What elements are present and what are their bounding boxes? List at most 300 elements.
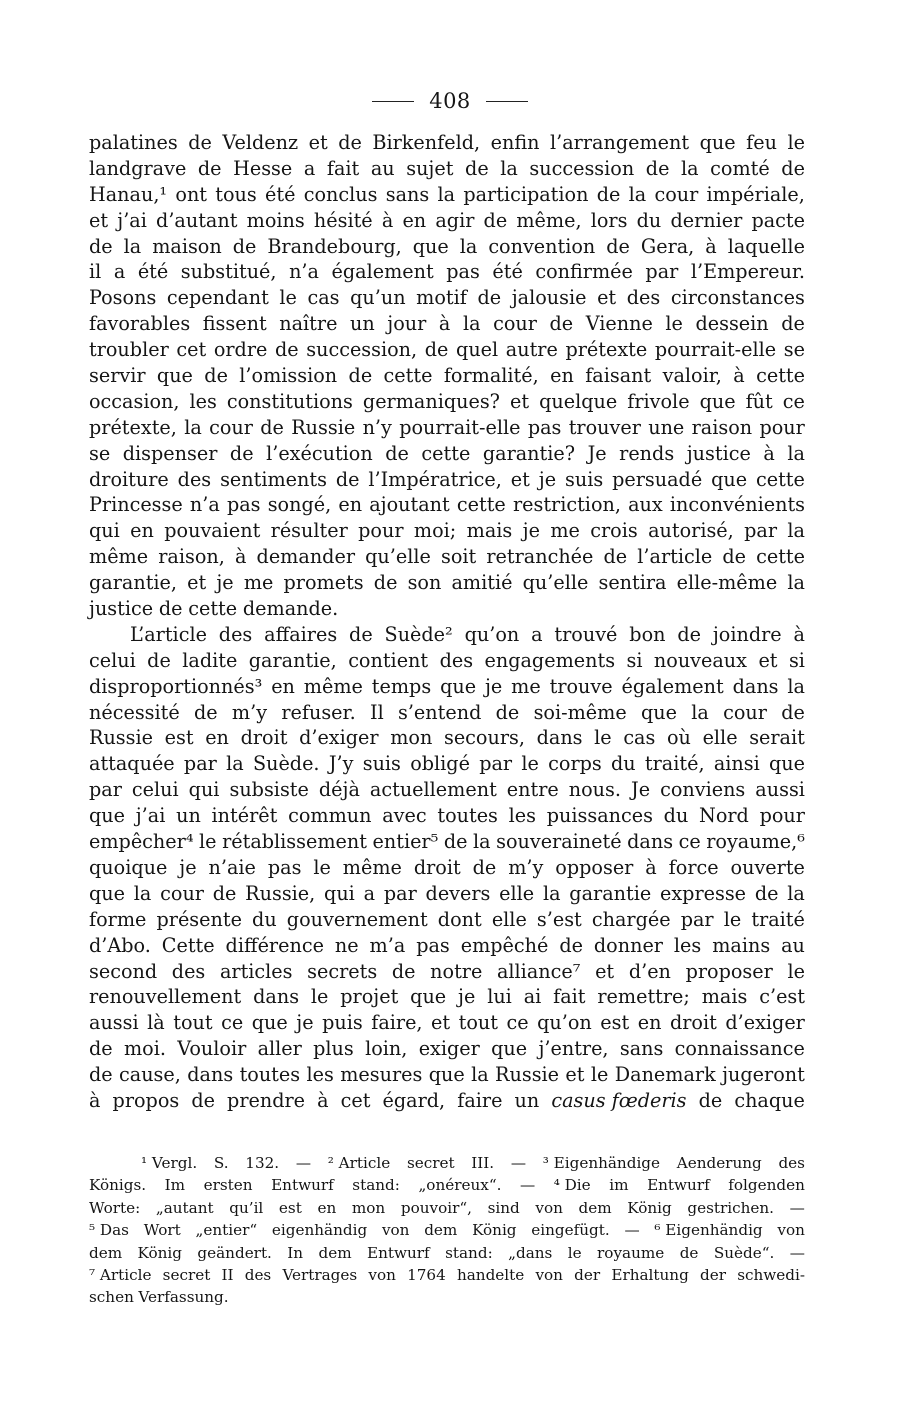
word: cet [176,338,207,362]
word: „autant [155,1198,214,1217]
word: lui [487,985,512,1009]
text-line [89,337,805,363]
word: de [477,286,502,310]
word: expresse [659,881,747,905]
word: remettre; [597,985,690,1009]
text-line [89,415,805,441]
word: et [89,208,109,232]
word: aussi [89,1011,139,1035]
word: me [550,519,580,543]
word: retranchée [486,545,594,569]
word: „dans [508,1243,553,1262]
word: de [204,364,228,388]
word: cour [160,881,204,905]
word: — [789,1243,805,1262]
word: opposer [555,855,634,879]
word: fait [326,156,360,180]
word: ¹ Vergl. [141,1154,198,1172]
word: laquelle [727,234,805,258]
word: demande. [242,597,339,621]
text-line [89,311,805,337]
word: Posons [89,286,157,310]
word: que [699,389,736,413]
word: — [519,1176,536,1195]
word: à [733,364,745,388]
word: tout [458,1011,498,1035]
word: en [402,208,427,232]
word: actuellement [369,778,497,802]
word: que [491,1037,528,1061]
word: quelque [539,389,618,413]
word: de [495,700,520,724]
word: la [681,156,699,180]
word: de [229,441,254,465]
word: de [677,622,701,646]
word: landgrave [89,156,187,180]
text-line [89,725,805,751]
word: second [89,959,158,983]
word: impériale, [706,182,805,206]
word: au [781,933,805,957]
word: et [510,467,530,491]
word: la [184,415,202,439]
footnote-line [89,1242,805,1264]
word: se [89,441,111,465]
text-line [89,700,805,726]
word: notre [430,959,483,983]
word: rétablissement [222,830,367,854]
word: qu’elle [522,571,589,595]
word: Danemark [614,1063,716,1087]
word: Im [164,1176,186,1195]
word: garantie? [482,441,576,465]
word: conviens [660,778,746,802]
word: est [278,1198,302,1217]
word: im [609,1176,629,1195]
word: que [412,234,449,258]
word: de [781,156,805,180]
word: tout [173,1011,213,1035]
word: en [205,726,229,750]
word: en [130,519,154,543]
word: enfin [490,131,540,154]
word: la [787,571,805,595]
word: cause, [119,1063,181,1087]
word: droiture [89,467,169,491]
text-line [89,751,805,777]
word: frivole [627,389,690,413]
word: la [542,881,561,905]
word: jour [387,312,427,336]
text-line [89,544,805,570]
word: qui [324,881,355,905]
word: persuadé [612,467,703,491]
word: sind [487,1198,520,1217]
word: pas [416,933,450,957]
word: suis [362,752,401,776]
text-line [89,674,805,700]
word: est [164,726,194,750]
word: les [189,389,217,413]
word: propos [112,1088,180,1112]
word: commun [288,804,372,828]
word: proposer [685,959,773,983]
text-line [89,1088,805,1114]
word: est [600,1011,630,1035]
word: royaume,⁶ [706,830,805,854]
word: de [212,881,237,905]
word: de [191,1088,215,1112]
word: la [787,441,805,465]
word: Russie, [245,881,316,905]
word: a [363,881,376,905]
word: si [788,648,805,672]
word: crois [590,519,638,543]
word: cette [756,467,805,491]
word: droit [413,855,461,879]
word: der [700,1265,726,1284]
word: de [606,234,630,258]
word: prétexte, [89,415,177,439]
word: II [221,1265,234,1284]
word: refuser. [281,700,356,724]
word: la [459,234,478,258]
word: raison, [158,545,225,569]
word: en [271,674,295,698]
word: conclus [303,182,378,206]
word: Wort [143,1221,181,1240]
word: corps [548,752,602,776]
word: du [611,752,636,776]
word: souveraineté [496,830,622,854]
word: ce [678,830,701,854]
word: que [89,804,125,828]
word: raison [691,415,753,439]
word: par [89,778,122,802]
word: cette [383,364,433,388]
word: König [627,1198,672,1217]
word: joindre [712,622,782,646]
word: dans [732,674,779,698]
word: dessein [695,312,769,336]
word: que [440,674,477,698]
word: fût [745,389,773,413]
word: des [778,1154,805,1172]
word: forme [89,907,147,931]
word: Gera, [640,234,695,258]
word: contient [348,648,429,672]
word: Hesse [233,156,293,180]
word: qu’on [464,622,520,646]
word: de [147,648,171,672]
word: ⁶ Eigenhändig [654,1221,763,1240]
word: qu’elle [365,545,431,569]
word: avec [382,804,427,828]
word: qu’il [229,1198,264,1217]
word: obligé [410,752,470,776]
word: d’en [628,959,671,983]
word: L’article [130,622,207,646]
word: la [133,881,152,905]
word: stand: [445,1243,493,1262]
word: par [383,881,417,905]
word: je [522,519,540,543]
word: entre [506,778,559,802]
word: qu’on [537,1011,592,1035]
word: palatines [89,131,178,154]
word: ajoutant [369,493,450,517]
word: comté [710,156,770,180]
word: nécessité [89,700,180,724]
word: à [438,312,451,336]
text-line [89,363,805,389]
word: été [265,182,296,206]
word: c’est [759,985,805,1009]
word: sans [619,1037,664,1061]
word: pas [226,493,261,517]
word: le [723,907,742,931]
word: et [595,959,615,983]
word: faire [457,1088,503,1112]
word: des [439,648,474,672]
word: que [251,1011,288,1035]
word: de [424,338,449,362]
word: prétexte [565,338,648,362]
word: a [303,156,316,180]
word: schen [89,1288,134,1307]
word: dispenser [122,441,218,465]
word: secrets [307,959,378,983]
word: der [574,1265,601,1284]
word: mais [701,985,748,1009]
word: stand: [352,1176,400,1195]
word: succession [529,156,635,180]
word: — [624,1221,640,1240]
text-line [89,492,805,518]
word: chaque [734,1088,805,1112]
word: pouvaient [164,519,261,543]
word: pour [759,804,805,828]
word: j’entre, [538,1037,609,1061]
word: et [565,1063,585,1087]
word: et [597,286,617,310]
word: à [381,208,394,232]
word: cette [421,441,471,465]
text-line [89,596,805,622]
word: je [538,467,557,491]
text-line [89,907,805,933]
word: la [437,182,456,206]
word: constitutions [226,389,353,413]
word: succession, [306,338,418,362]
word: de [698,1088,723,1112]
word: justice [686,441,751,465]
word: faire, [371,1011,423,1035]
word: pour [358,519,404,543]
word: jugeront [722,1063,805,1087]
word: de [596,182,621,206]
word: participation [463,182,589,206]
word: feu [746,131,777,154]
word: de [188,131,212,154]
word: du [252,907,277,931]
word: par [680,907,714,931]
text-line [89,855,805,881]
word: de [443,830,468,854]
word: Erhaltung [611,1265,689,1284]
word: cour [209,415,253,439]
word: Birkenfeld, [372,131,481,154]
word: le [590,1063,609,1087]
word: agir [435,208,475,232]
word: la [500,156,518,180]
word: de [385,441,409,465]
word: pouvoir“, [400,1198,472,1217]
word: de [197,156,222,180]
word: et [510,389,530,413]
word: de [781,700,805,724]
word: m’a [369,933,406,957]
word: des [244,1265,272,1284]
text-line [89,285,805,311]
word: même [89,545,149,569]
word: Nord [699,804,749,828]
word: l’article [637,545,713,569]
body-text [89,130,805,1114]
text-line [89,1036,805,1062]
word: de [559,933,583,957]
word: moi. [123,1037,166,1061]
text-line [89,570,805,596]
word: aussi [755,778,805,802]
word: l’arrangement [550,131,690,154]
word: eigenhändig [271,1221,368,1240]
word: subsiste [229,778,309,802]
word: Russie [291,415,356,439]
page-header [0,86,900,116]
word: connaissance [674,1037,805,1061]
word: folgenden [728,1176,805,1195]
word: ainsi [713,752,760,776]
word: Brandebourg, [267,234,402,258]
word: le [521,752,539,776]
text-line [89,518,805,544]
word: maison [152,234,222,258]
word: droit [240,726,288,750]
word: que [89,881,125,905]
word: et [308,131,328,154]
word: l’Impératrice, [368,467,502,491]
word: à [317,1088,329,1112]
word: ⁷ Article [89,1265,152,1284]
word: cas [307,286,340,310]
word: In [287,1243,304,1262]
word: de [348,364,373,388]
word: servir [89,364,146,388]
word: von [368,1265,396,1284]
text-line [89,130,805,156]
word: le [665,312,683,336]
text-line [89,234,805,260]
word: qui [188,778,220,802]
word: cependant [166,286,269,310]
word: ouverte [730,855,805,879]
word: dans [187,1063,234,1087]
word: où [667,726,691,750]
word: fissent [202,312,267,336]
word: suis [564,467,604,491]
word: Königs. [89,1176,147,1195]
word: gestrichen. [687,1198,774,1217]
word: — [510,1154,527,1172]
word: droit [669,1011,717,1035]
word: trouvé [554,622,618,646]
word: que [156,364,193,388]
footnotes [89,1152,805,1309]
word: pas [527,415,562,439]
word: que [640,700,677,724]
word: a [113,260,126,284]
word: faisant [585,364,652,388]
word: dem [424,1221,458,1240]
word: que [410,985,447,1009]
word: 132. [245,1154,280,1172]
word: Vertrages [282,1265,358,1284]
word: entier⁵ [372,830,439,854]
word: garantie, [248,648,337,672]
word: Russie [495,1063,560,1087]
word: nous. [568,778,621,802]
word: l’Empereur. [690,260,805,284]
word: geändert. [197,1243,272,1262]
word: la [123,234,142,258]
word: empêcher⁴ [89,830,194,854]
word: ce [782,389,805,413]
word: la [471,1063,489,1087]
word: intérêt [211,804,278,828]
word: hésité [313,208,373,232]
word: en [338,493,363,517]
word: affaires [264,622,338,646]
word: de [373,571,398,595]
word: de [158,597,183,621]
word: en [550,364,574,388]
word: cas [623,726,656,750]
word: trouve [549,674,613,698]
word: un [350,312,375,336]
word: d’exiger [299,726,379,750]
word: du [663,804,689,828]
word: dernier [670,208,743,232]
word: différence [225,933,324,957]
word: celui [89,648,136,672]
text-line [89,803,805,829]
word: la [787,674,805,698]
word: ³ Eigenhändige [542,1154,661,1172]
word: là [147,1011,165,1035]
word: du [636,208,662,232]
word: par [744,519,778,543]
word: le [199,830,217,854]
word: aller [257,1037,302,1061]
word: occasion, [89,389,180,413]
word: von [535,1265,563,1284]
word: renouvellement [89,985,242,1009]
word: que [769,752,805,776]
text-line [89,467,805,493]
text-line [89,208,805,234]
word: König [137,1243,182,1262]
